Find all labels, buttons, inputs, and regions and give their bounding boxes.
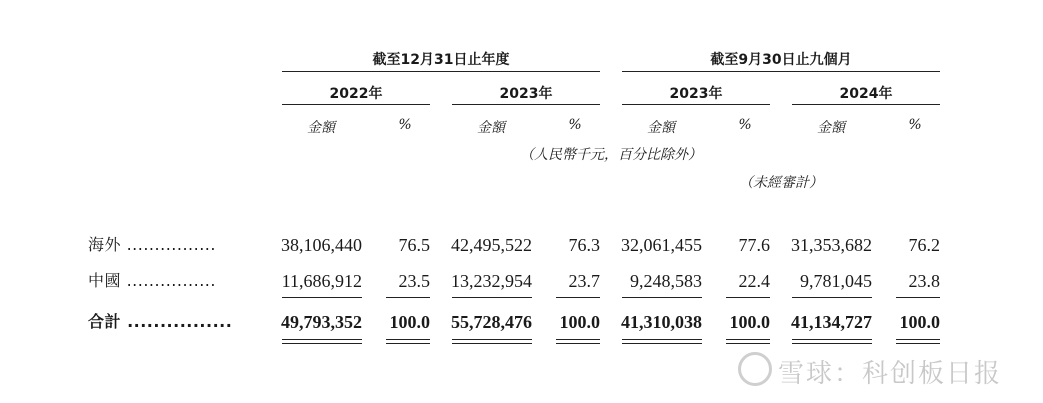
year-header: 2023年 xyxy=(499,86,553,102)
row-label: 中國 ................ xyxy=(88,271,216,290)
subtotal-rule xyxy=(896,297,940,298)
col-header-amount: 金額 xyxy=(647,120,675,136)
table-row-overseas xyxy=(0,233,1043,257)
col-header-pct: % xyxy=(568,117,582,133)
subtotal-rule xyxy=(282,297,362,298)
year-underline xyxy=(792,104,940,105)
cell-amount: 32,061,455 xyxy=(621,235,702,255)
row-label: 海外 ................ xyxy=(88,235,216,254)
cell-pct: 23.5 xyxy=(398,271,430,291)
year-header: 2022年 xyxy=(329,86,383,102)
unaudited-note: （未經審計） xyxy=(739,175,823,191)
total-double-rule xyxy=(726,339,770,344)
watermark-text: 雪球：科创板日报 xyxy=(778,359,1003,389)
cell-pct: 23.7 xyxy=(568,271,600,291)
row-label: 合計 ................ xyxy=(88,312,233,331)
table-row-china xyxy=(0,269,1043,293)
group-title-fiscal-year: 截至12月31日止年度 xyxy=(372,52,510,68)
year-underline xyxy=(622,104,770,105)
year-header: 2023年 xyxy=(669,86,723,102)
cell-pct: 100.0 xyxy=(559,312,600,332)
year-underline xyxy=(282,104,430,105)
subtotal-rule xyxy=(556,297,600,298)
year-underline xyxy=(452,104,600,105)
cell-amount: 9,248,583 xyxy=(630,271,702,291)
group-title-nine-months: 截至9月30日止九個月 xyxy=(710,52,852,68)
cell-amount: 31,353,682 xyxy=(791,235,872,255)
group-underline xyxy=(622,71,940,72)
cell-pct: 76.3 xyxy=(568,235,600,255)
cell-amount: 42,495,522 xyxy=(451,235,532,255)
cell-amount: 11,686,912 xyxy=(281,271,362,291)
col-header-pct: % xyxy=(738,117,752,133)
total-double-rule xyxy=(556,339,600,344)
cell-pct: 22.4 xyxy=(738,271,770,291)
cell-amount: 49,793,352 xyxy=(281,312,362,332)
cell-amount: 41,134,727 xyxy=(791,312,872,332)
cell-amount: 38,106,440 xyxy=(281,235,362,255)
col-header-pct: % xyxy=(908,117,922,133)
unit-note: （人民幣千元，百分比除外） xyxy=(520,147,702,163)
total-double-rule xyxy=(452,339,532,344)
subtotal-rule xyxy=(726,297,770,298)
subtotal-rule xyxy=(622,297,702,298)
cell-pct: 76.2 xyxy=(908,235,940,255)
cell-amount: 13,232,954 xyxy=(451,271,532,291)
col-header-amount: 金額 xyxy=(307,120,335,136)
year-header: 2024年 xyxy=(839,86,893,102)
cell-amount: 55,728,476 xyxy=(451,312,532,332)
total-double-rule xyxy=(386,339,430,344)
cell-amount: 9,781,045 xyxy=(800,271,872,291)
cell-pct: 23.8 xyxy=(908,271,940,291)
col-header-amount: 金額 xyxy=(477,120,505,136)
cell-amount: 41,310,038 xyxy=(621,312,702,332)
total-double-rule xyxy=(282,339,362,344)
col-header-amount: 金額 xyxy=(817,120,845,136)
total-double-rule xyxy=(792,339,872,344)
subtotal-rule xyxy=(386,297,430,298)
snowball-logo-icon xyxy=(738,352,772,386)
cell-pct: 76.5 xyxy=(398,235,430,255)
cell-pct: 100.0 xyxy=(389,312,430,332)
watermark xyxy=(738,352,1002,390)
cell-pct: 77.6 xyxy=(738,235,770,255)
cell-pct: 100.0 xyxy=(899,312,940,332)
cell-pct: 100.0 xyxy=(729,312,770,332)
group-underline xyxy=(282,71,600,72)
total-double-rule xyxy=(622,339,702,344)
subtotal-rule xyxy=(452,297,532,298)
table-row-total xyxy=(0,310,1043,334)
subtotal-rule xyxy=(792,297,872,298)
col-header-pct: % xyxy=(398,117,412,133)
total-double-rule xyxy=(896,339,940,344)
